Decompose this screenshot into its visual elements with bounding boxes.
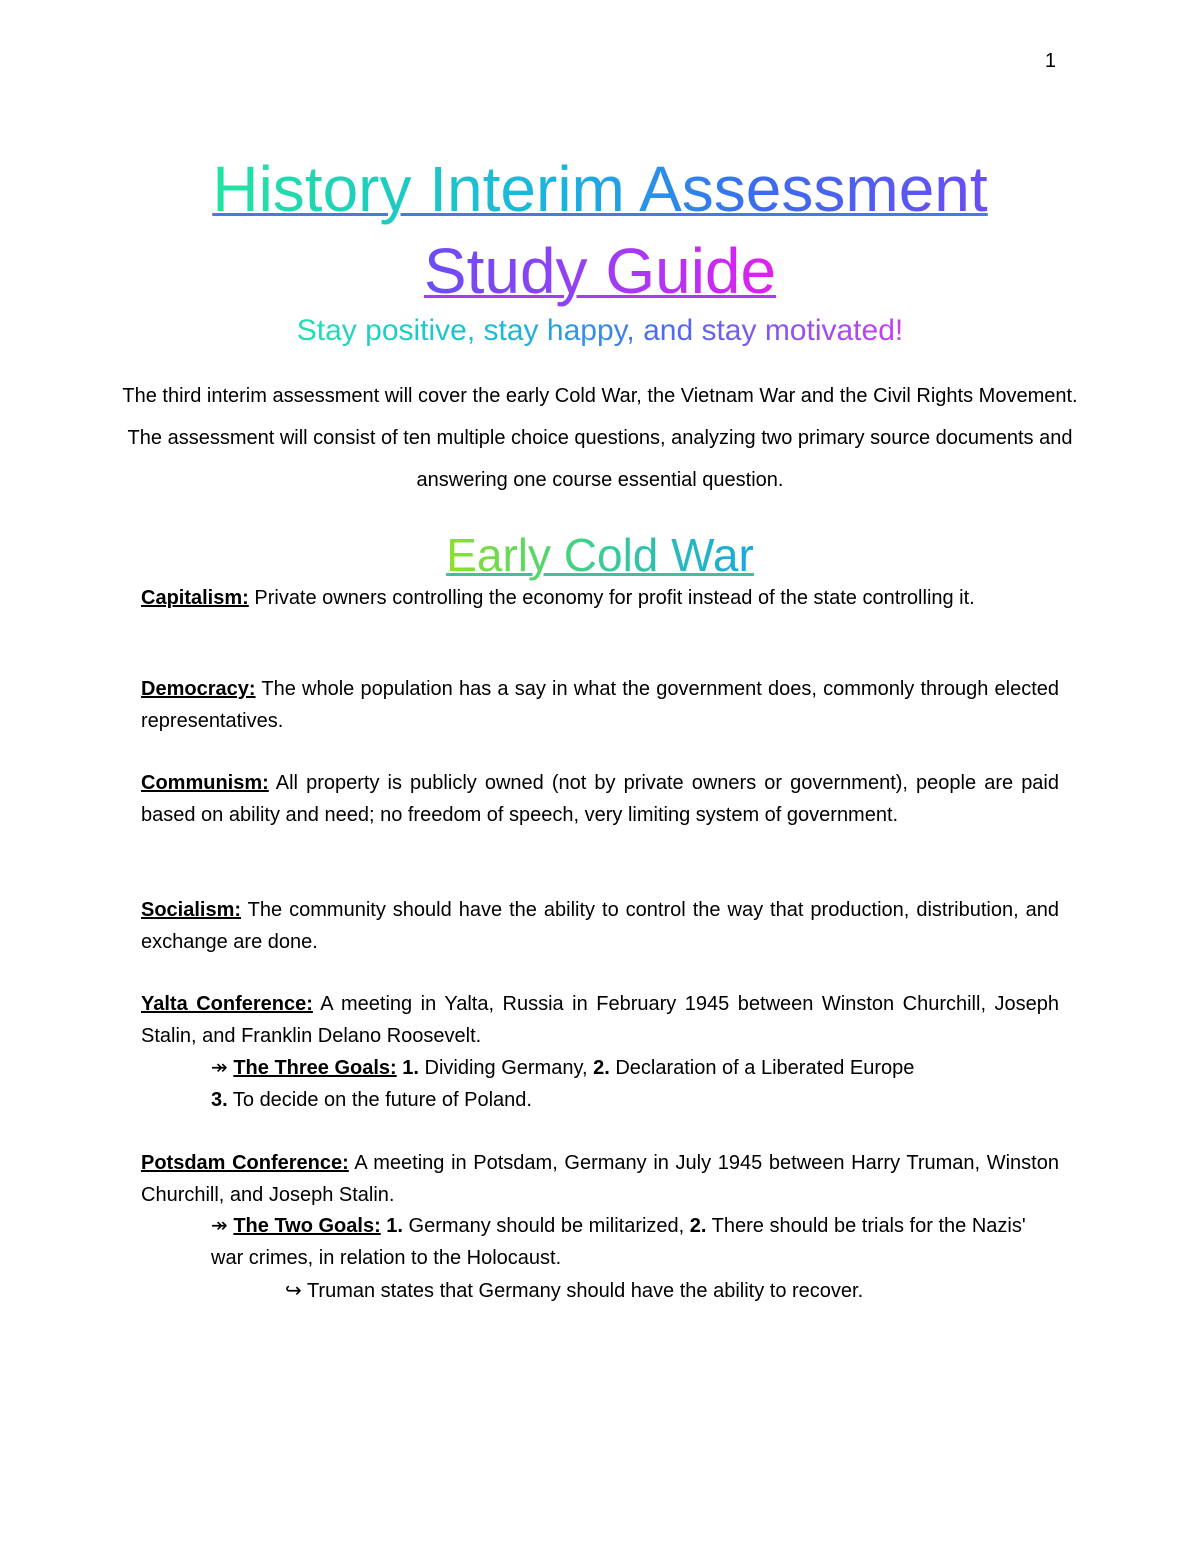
term: Capitalism: bbox=[141, 587, 249, 609]
title-line-1: History Interim Assessment bbox=[212, 153, 988, 225]
definition-potsdam-conference bbox=[141, 1147, 1059, 1211]
title-line-2: Study Guide bbox=[423, 235, 777, 307]
goal-text: Dividing Germany, bbox=[418, 1057, 594, 1079]
goals-label: The Two Goals: bbox=[233, 1215, 381, 1237]
definition: A meeting in Potsdam, Germany in July 1945 between Harry Truman, Winston Churchill, and Joseph Stalin. bbox=[141, 1152, 1059, 1206]
definition: A meeting in Yalta, Russia in February 1945 between Winston Churchill, Joseph Stalin, and Franklin Delano Roosevelt. bbox=[141, 993, 1059, 1047]
term: Potsdam Conference: bbox=[141, 1152, 349, 1174]
definition-democracy bbox=[141, 673, 1059, 737]
definition-socialism bbox=[141, 894, 1059, 958]
definition-yalta-conference bbox=[141, 988, 1059, 1052]
arrow-icon: ↠ bbox=[211, 1215, 228, 1237]
definition: The whole population has a say in what the government does, commonly through elected representatives. bbox=[141, 678, 1059, 732]
definition: All property is publicly owned (not by private owners or government), people are paid based on ability and need; no freedom of speech, very limiting system of government. bbox=[141, 772, 1059, 826]
yalta-goals bbox=[211, 1052, 1061, 1116]
definition: Private owners controlling the economy for profit instead of the state controlling it. bbox=[248, 587, 975, 609]
definition-communism bbox=[141, 767, 1059, 831]
potsdam-note bbox=[285, 1275, 1065, 1307]
page-number: 1 bbox=[1044, 50, 1056, 72]
term: Yalta Conference: bbox=[141, 993, 313, 1015]
subtitle bbox=[0, 314, 1200, 348]
potsdam-goals bbox=[211, 1210, 1061, 1274]
goal-text: To decide on the future of Poland. bbox=[227, 1089, 532, 1111]
goals-label: The Three Goals: bbox=[233, 1057, 397, 1079]
section-heading bbox=[0, 528, 1200, 582]
goal-number: 2. bbox=[593, 1057, 610, 1079]
definition-capitalism bbox=[141, 582, 1059, 614]
term: Communism: bbox=[141, 772, 269, 794]
document-title bbox=[0, 148, 1200, 312]
goal-text: There should be trials for the Nazis' war crimes, in relation to the Holocaust. bbox=[211, 1215, 1026, 1269]
note-text: Truman states that Germany should have the ability to recover. bbox=[301, 1280, 864, 1302]
goal-text: Germany should be militarized, bbox=[403, 1215, 690, 1237]
goal-number: 1. bbox=[380, 1215, 403, 1237]
goal-number: 2. bbox=[689, 1215, 707, 1237]
term: Democracy: bbox=[141, 678, 256, 700]
section-heading-text: Early Cold War bbox=[446, 529, 754, 581]
term: Socialism: bbox=[141, 899, 242, 921]
intro-paragraph: The third interim assessment will cover the early Cold War, the Vietnam War and the Civil Rights Movement. The assessment will consist of ten multiple choice questions, analyzing two primary source documents and answering one course essential question. bbox=[122, 385, 1078, 491]
goal-text: Declaration of a Liberated Europe bbox=[609, 1057, 915, 1079]
goal-number: 1. bbox=[396, 1057, 419, 1079]
goal-number: 3. bbox=[211, 1089, 228, 1111]
return-arrow-icon: ↪ bbox=[285, 1280, 302, 1302]
subtitle-text: Stay positive, stay happy, and stay motivated! bbox=[296, 314, 904, 347]
arrow-icon: ↠ bbox=[211, 1057, 228, 1079]
definition: The community should have the ability to control the way that production, distribution, and exchange are done. bbox=[141, 899, 1059, 953]
